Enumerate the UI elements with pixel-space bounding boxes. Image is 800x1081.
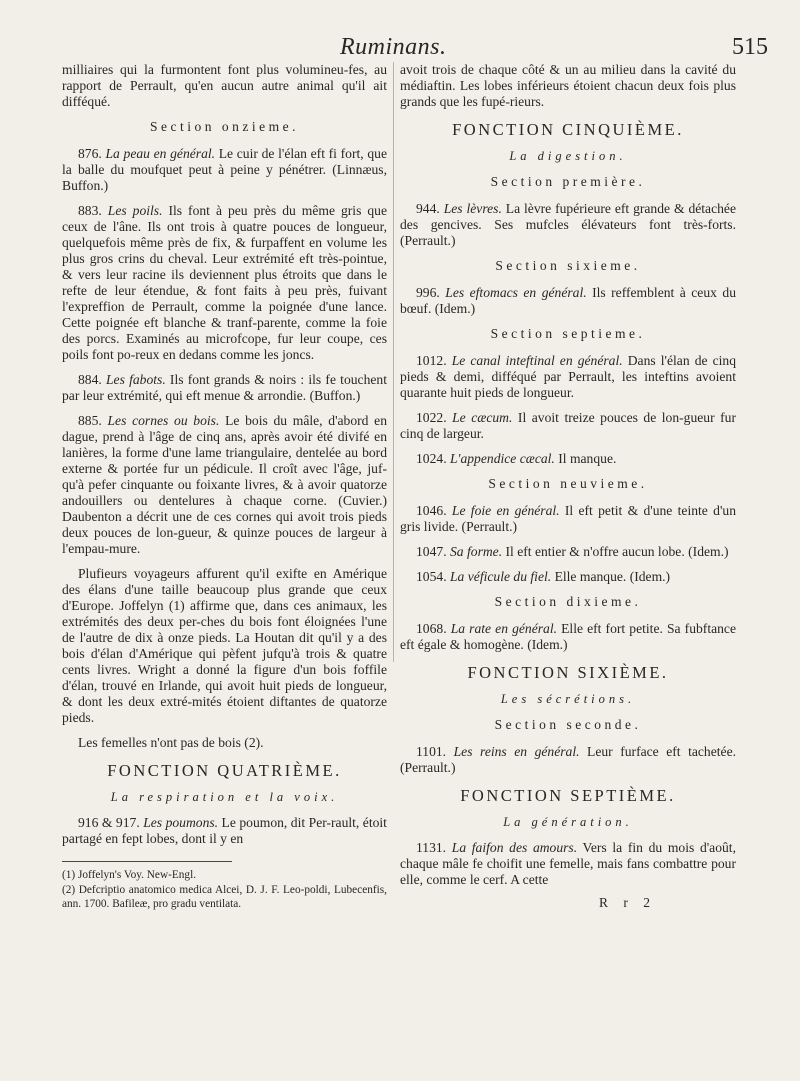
article-number: 1024.	[416, 451, 447, 466]
signature-mark: R r 2	[599, 895, 656, 910]
article-text: Il eft petit & d'une teinte d'un gris livide. (Perrault.)	[400, 503, 736, 534]
subheading: La génération.	[503, 815, 633, 829]
section-heading: Section dixieme.	[494, 594, 642, 609]
article-number: 883.	[78, 203, 102, 218]
fonction-heading: FONCTION SEPTIÈME.	[460, 786, 676, 805]
paragraph: Les femelles n'ont pas de bois (2).	[78, 735, 264, 750]
article-lead: Le canal inteftinal en général.	[451, 353, 623, 368]
article-lead: La véficule du fiel.	[450, 569, 552, 584]
article-number: 944.	[416, 201, 440, 216]
article-1068	[400, 621, 736, 653]
article-number: 885.	[78, 413, 102, 428]
article-number: 1047.	[416, 544, 447, 559]
article-1054	[400, 569, 736, 585]
article-number: 1022.	[416, 410, 447, 425]
article-883	[62, 203, 387, 363]
paragraph: milliaires qui la furmontent font plus volumineu-fes, au rapport de Perrault, qu'en aucun autre animal qu'il ait difféqué.	[62, 62, 387, 109]
paragraph: Plufieurs voyageurs affurent qu'il exifte en Amérique des élans d'une taille beaucoup plus grande que ceux d'Europe. Joffelyn (1) affirme que, dans ces animaux, les extrémités des deux per-ches du bois font éloignées l'une de l'autre de dix à onze pieds. La Houtan dit qu'il y a des bois d'élan d'Amérique qui pèfent jufqu'à trois & quatre cents livres. Wright a donné la figure d'un bois foffile d'élan, trouvé en Irlande, qui avoit huit pieds de longueur, & dont les deux extré-mités étoient diftantes de quatorze pieds.	[62, 566, 387, 725]
article-number: 1101.	[416, 744, 447, 759]
section-heading: Section première.	[490, 174, 646, 189]
article-text: Ils font grands & noirs : ils fe touchent par leur extrémité, qui eft menue & arrondie. (Buffon.)	[62, 372, 387, 403]
running-title: Ruminans.	[340, 34, 447, 60]
article-lead: L'appendice cæcal.	[450, 451, 555, 466]
article-885	[62, 413, 387, 557]
article-996	[400, 285, 736, 317]
article-text: Elle eft fort petite. Sa fubftance eft égale & homogène. (Idem.)	[400, 621, 736, 652]
article-1024	[400, 451, 736, 467]
subheading: La respiration et la voix.	[110, 790, 339, 804]
article-lead: Les poils.	[107, 203, 163, 218]
right-column	[400, 62, 736, 911]
article-number: 1054.	[416, 569, 447, 584]
article-1022	[400, 410, 736, 442]
paragraph: avoit trois de chaque côté & un au milieu dans la cavité du médiaftin. Les lobes inférieurs étoient chacun deux fois plus grands que les fupé-rieurs.	[400, 62, 736, 109]
article-lead: Le cæcum.	[452, 410, 513, 425]
article-lead: Sa forme.	[450, 544, 503, 559]
article-916	[62, 815, 387, 847]
article-lead: Les poumons.	[143, 815, 219, 830]
article-944	[400, 201, 736, 249]
section-heading: Section seconde.	[494, 717, 642, 732]
subheading: La digestion.	[509, 149, 627, 163]
footnote: (1) Joffelyn's Voy. New-Engl.	[62, 869, 197, 881]
article-lead: La rate en général.	[450, 621, 558, 636]
article-number: 916 & 917.	[78, 815, 140, 830]
section-heading: Section septieme.	[490, 326, 646, 341]
article-lead: La peau en général.	[105, 146, 216, 161]
article-text: Le poumon, dit Per-rault, étoit partagé en fept lobes, dont il y en	[62, 815, 387, 846]
column-divider	[393, 62, 394, 662]
article-text: Vers la fin du mois d'août, chaque mâle fe choifit une femelle, mais fans combattre pour elle, comme le cerf. A cette	[400, 840, 736, 887]
article-lead: Les eftomacs en général.	[445, 285, 587, 300]
article-1047	[400, 544, 736, 560]
article-1046	[400, 503, 736, 535]
article-text: Il avoit treize pouces de lon-gueur fur cinq de largeur.	[400, 410, 736, 441]
running-head	[0, 30, 800, 64]
article-876	[62, 146, 387, 194]
page-number: 515	[732, 34, 768, 60]
article-text: Ils reffemblent à ceux du bœuf. (Idem.)	[400, 285, 736, 316]
left-column	[62, 62, 387, 912]
article-number: 1068.	[416, 621, 447, 636]
article-text: Ils font à peu près du même gris que ceux de l'âne. Ils ont trois à quatre pouces de longueur, quelquefois même près de fix, & furpaffent en volume les plus gros crins du cheval. Leur extrémité eft très-pointue, & vers leur racine ils deviennent plus étroits que dans le refte de leur étendue, & font faits à peu près, fuivant l'expreffion de Perrault, comme la poignée d'une lance. Cette poignée eft blanche & tranf-parente, comme la foie des porcs. Examinés au microfcope, fur leur coupe, ces poils font po-reux en dedans comme les joncs.	[62, 203, 387, 362]
section-heading: Section neuvieme.	[488, 476, 648, 491]
article-lead: Le foie en général.	[451, 503, 560, 518]
subheading: Les sécrétions.	[500, 692, 636, 706]
article-1101	[400, 744, 736, 776]
article-text: Elle manque. (Idem.)	[554, 569, 671, 584]
article-number: 1012.	[416, 353, 447, 368]
fonction-heading: FONCTION QUATRIÈME.	[107, 761, 342, 780]
fonction-heading: FONCTION SIXIÈME.	[467, 663, 669, 682]
article-lead: Les cornes ou bois.	[107, 413, 220, 428]
article-number: 1046.	[416, 503, 447, 518]
article-lead: Les lèvres.	[443, 201, 502, 216]
footnote-rule	[62, 861, 232, 862]
article-number: 1131.	[416, 840, 447, 855]
article-text: Dans l'élan de cinq pieds & demi, difféqué par Perrault, les inteftins avoient quarante huit pieds de longueur.	[400, 353, 737, 400]
article-number: 884.	[78, 372, 102, 387]
article-1131	[400, 840, 736, 888]
article-text: Il manque.	[558, 451, 617, 466]
article-lead: Les fabots.	[106, 372, 166, 387]
section-heading: Section sixieme.	[495, 258, 641, 273]
article-text: La lèvre fupérieure eft grande & détachée des gencives. Ses mufcles élévateurs font très-forts. (Perrault.)	[400, 201, 736, 248]
article-text: Leur furface eft tachetée. (Perrault.)	[400, 744, 737, 775]
article-text: Le bois du mâle, d'abord en dague, prend à l'âge de cinq ans, après avoir été divifé en lanières, la forme d'une lame triangulaire, dentelée au bord externe & portée fur un pédicule. Il croît avec l'âge, juf-qu'à pefer cinquante ou foixante livres, & à avoir quatorze andouillers ou dentelures à chaque corne. (Cuvier.) Daubenton a décrit une de ces cornes qui avoit trois pieds deux pouces de lon-gueur, & quinze pouces de largeur à l'empau-mure.	[62, 413, 387, 556]
fonction-heading: FONCTION CINQUIÈME.	[452, 120, 684, 139]
article-text: Il eft entier & n'offre aucun lobe. (Idem.)	[505, 544, 729, 559]
article-lead: La faifon des amours.	[451, 840, 578, 855]
footnote: (2) Defcriptio anatomico medica Alcei, D. J. F. Leo-poldi, Lubecenfis, ann. 1700. Bafileæ, pro gradu ventilata.	[62, 884, 387, 910]
article-1012	[400, 353, 736, 401]
article-text: Le cuir de l'élan eft fi fort, que la balle du moufquet peut à peine y pénétrer. (Linnæus, Buffon.)	[62, 146, 387, 193]
article-number: 996.	[416, 285, 440, 300]
section-heading: Section onzieme.	[150, 119, 299, 134]
article-number: 876.	[78, 146, 102, 161]
article-884	[62, 372, 387, 404]
article-lead: Les reins en général.	[453, 744, 580, 759]
